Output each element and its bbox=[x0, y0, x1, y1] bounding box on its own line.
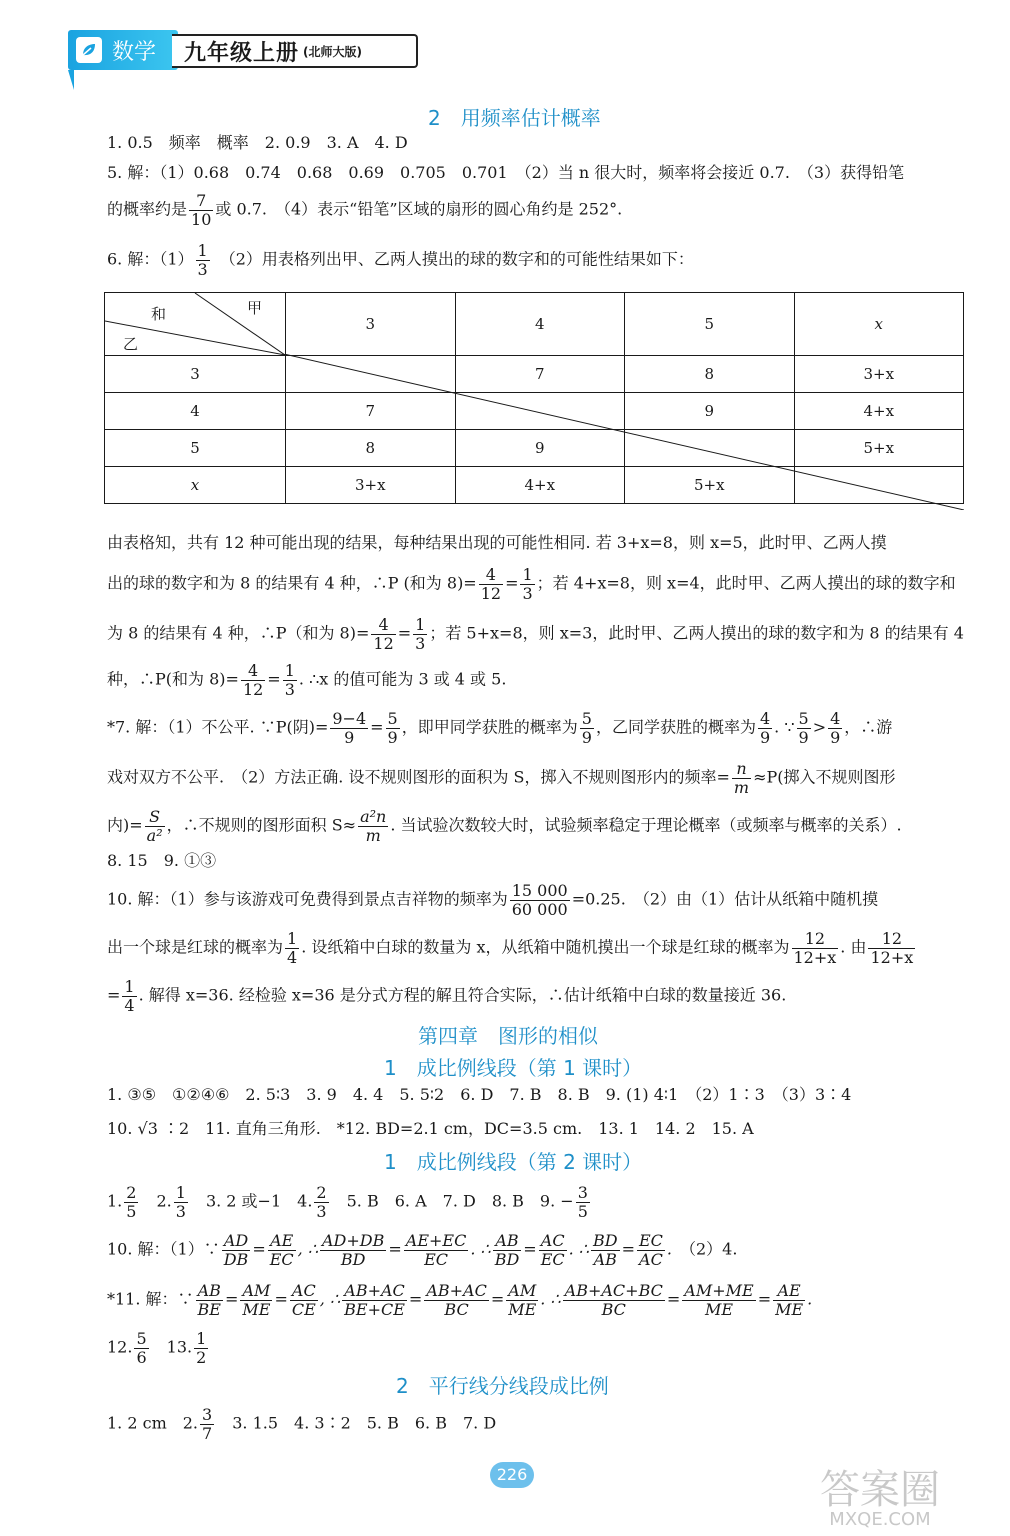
text-fragment: 出的球的数字和为 8 的结果有 4 种，∴P (和为 8)= bbox=[107, 573, 477, 593]
fraction bbox=[268, 1232, 296, 1268]
text-fragment: 1. 2 cm 2. bbox=[107, 1413, 199, 1433]
text-fragment: 10. 解：（1）参与该游戏可免费得到景点吉祥物的频率为 bbox=[107, 889, 508, 909]
denominator: CE bbox=[291, 1299, 316, 1319]
grade-label: 九年级上册 bbox=[184, 40, 300, 66]
text-fragment: 13. bbox=[166, 1337, 193, 1357]
explanation-line: 由表格知，共有 12 种可能出现的结果，每种结果出现的可能性相同. 若 3+x=8，则 x=5，此时甲、乙两人摸 bbox=[107, 533, 887, 552]
fraction bbox=[134, 1330, 148, 1366]
denominator: 9 bbox=[830, 727, 841, 747]
numerator: 1 bbox=[287, 929, 298, 948]
fraction bbox=[682, 1282, 755, 1318]
text-fragment: 出一个球是红球的概率为 bbox=[107, 937, 284, 957]
table-cell: 7 bbox=[286, 393, 456, 430]
denominator: BD bbox=[494, 1249, 520, 1269]
subject-label: 数学 bbox=[112, 39, 157, 65]
denominator: ME bbox=[775, 1299, 804, 1319]
denominator: a² bbox=[146, 825, 163, 845]
answer-line bbox=[107, 930, 917, 966]
numerator: 1 bbox=[175, 1183, 186, 1202]
numerator: AM+ME bbox=[684, 1281, 754, 1300]
fraction bbox=[510, 882, 570, 918]
fraction bbox=[196, 1282, 223, 1318]
denominator: 12+x bbox=[870, 947, 914, 967]
text-fragment: =0.25. （2）由（1）估计从纸箱中随机摸 bbox=[571, 889, 879, 909]
fraction bbox=[404, 1232, 469, 1268]
denominator: ME bbox=[704, 1299, 734, 1319]
lesson-title: 1 成比例线段（第 2 课时） bbox=[384, 1150, 643, 1174]
denominator: 12 bbox=[242, 679, 264, 699]
fraction bbox=[174, 1184, 188, 1220]
table-cell: 8 bbox=[286, 430, 456, 467]
fraction bbox=[145, 808, 165, 844]
numerator: 4 bbox=[371, 616, 395, 635]
fraction bbox=[797, 710, 811, 746]
text-fragment: （2）4. bbox=[688, 1239, 738, 1259]
denominator: BE+CE bbox=[344, 1299, 405, 1319]
numerator: AD bbox=[222, 1232, 251, 1251]
denominator: 9 bbox=[581, 727, 592, 747]
numerator: n bbox=[732, 760, 751, 779]
answer-line bbox=[107, 242, 694, 278]
fraction bbox=[285, 930, 299, 966]
denominator: AC bbox=[639, 1249, 663, 1269]
denominator: 3 bbox=[175, 1201, 186, 1221]
numerator: 5 bbox=[798, 709, 809, 728]
explanation-line: 出的球的数字和为 8 的结果有 4 种，∴P (和为 8)= $\frac{4}{12}$ = $\frac{1}{3}$ ；若 4+x=8，则 x=4，此时甲、乙两人摸出的球的数字和 bbox=[107, 565, 956, 603]
numerator: AE bbox=[268, 1232, 296, 1251]
fraction bbox=[222, 1232, 251, 1268]
numerator: 5 bbox=[581, 709, 592, 728]
numerator: 5 bbox=[387, 709, 398, 728]
numerator: AC bbox=[539, 1232, 567, 1251]
numerator: AM bbox=[506, 1282, 538, 1301]
fraction bbox=[539, 1232, 567, 1268]
numerator: AM bbox=[240, 1282, 272, 1301]
fraction bbox=[520, 566, 534, 602]
denominator: BC bbox=[444, 1299, 469, 1319]
numerator: 15 000 bbox=[511, 881, 568, 900]
answer-line bbox=[107, 1330, 210, 1366]
denominator: EC bbox=[424, 1249, 449, 1269]
text-fragment: ≈P(掷入不规则图形 bbox=[753, 767, 896, 787]
fraction bbox=[868, 930, 915, 966]
denominator: 10 bbox=[191, 209, 212, 229]
numerator: AD+DB bbox=[322, 1231, 385, 1250]
answer-line bbox=[107, 192, 622, 228]
denominator: 2 bbox=[196, 1347, 207, 1367]
fraction bbox=[200, 1406, 214, 1442]
denominator: BD bbox=[340, 1249, 366, 1269]
numerator: S bbox=[145, 808, 165, 827]
numerator: BD bbox=[592, 1231, 618, 1250]
row-header: 3 bbox=[105, 356, 286, 393]
edition-label: (北师大版) bbox=[303, 44, 362, 59]
fraction bbox=[386, 710, 400, 746]
text-fragment: > bbox=[812, 717, 827, 737]
denominator: m bbox=[365, 825, 381, 845]
denominator: 12+x bbox=[793, 947, 837, 967]
answer-line: 10. √3 ∶2 11. 直角三角形. *12. BD=2.1 cm，DC=3.5 cm. 13. 1 14. 2 15. A bbox=[107, 1119, 754, 1138]
denominator: AB bbox=[593, 1249, 617, 1269]
text-fragment: 10. 解：（1）∵ bbox=[107, 1239, 220, 1259]
answer-line bbox=[107, 1406, 496, 1442]
numerator: 3 bbox=[202, 1405, 213, 1424]
text-fragment: *7. 解：（1）不公平. ∵P(阴)= bbox=[107, 717, 329, 737]
text-fragment: . 当试验次数较大时，试验频率稳定于理论概率（或频率与概率的关系）. bbox=[390, 815, 902, 835]
table-cell: 3+x bbox=[286, 467, 456, 504]
answer-line bbox=[107, 760, 896, 796]
table-corner-cell bbox=[105, 293, 286, 356]
numerator: 5 bbox=[136, 1329, 147, 1348]
watermark-logo: 答案圈 bbox=[820, 1467, 940, 1513]
text-fragment: . 解得 x=36. 经检验 x=36 是分式方程的解且符合实际，∴估计纸箱中白球的数量接近 36. bbox=[138, 985, 787, 1005]
text-fragment: ；若 5+x=8，则 x=3，此时甲、乙两人摸出的球的数字和为 8 的结果有 4 bbox=[429, 623, 964, 643]
header-ribbon-tail bbox=[68, 70, 74, 90]
text-fragment: 或 0.7. （4）表示“铅笔”区域的扇形的圆心角约是 252°. bbox=[215, 199, 623, 219]
table-cell: 5+x bbox=[625, 467, 795, 504]
fraction bbox=[290, 1282, 318, 1318]
denominator: 5 bbox=[577, 1201, 588, 1221]
text-fragment: . 设纸箱中白球的数量为 x，从纸箱中随机摸出一个球是红球的概率为 bbox=[301, 937, 790, 957]
grade-box bbox=[172, 34, 418, 68]
row-header: 5 bbox=[105, 430, 286, 467]
denominator: EC bbox=[269, 1249, 294, 1269]
denominator: 3 bbox=[284, 679, 295, 699]
subject-tab bbox=[68, 30, 178, 70]
fraction bbox=[828, 710, 842, 746]
fraction bbox=[424, 1282, 489, 1318]
col-header: 5 bbox=[625, 293, 795, 356]
denominator: m bbox=[733, 777, 750, 797]
numerator: 1 bbox=[522, 565, 533, 584]
answer-line bbox=[107, 1184, 592, 1220]
numerator: a²n bbox=[360, 807, 387, 826]
numerator: AB bbox=[493, 1232, 522, 1251]
denominator: 60 000 bbox=[511, 899, 568, 919]
table-cell: 4+x bbox=[455, 467, 625, 504]
text-fragment: 1. bbox=[107, 1191, 123, 1211]
numerator: 12 bbox=[868, 930, 915, 949]
text-fragment: 3. 1.5 4. 3∶2 5. B 6. B 7. D bbox=[232, 1413, 497, 1433]
numerator: 7 bbox=[189, 192, 213, 211]
table-cell: 9 bbox=[455, 430, 625, 467]
text-fragment: 种，∴P(和为 8)= bbox=[107, 669, 239, 689]
fraction bbox=[283, 662, 297, 698]
text-fragment: 12. bbox=[107, 1337, 133, 1357]
denominator: 12 bbox=[480, 583, 502, 603]
answer-line: *11. 解：∵ $\frac{AB}{BE}$ = $\frac{AM}{ME}$ = $\frac{AC}{CE}$ , ∴ $\frac{AB+AC}{BE+CE}$ = $\frac{AB+AC}{BC}$ = $\frac{AM}{ME}$ . ∴ $\frac{AB+AC+BC}{BC}$ = $\frac{AM+ME}{ME}$ = $\frac{AE}{ME}$ . bbox=[107, 1281, 813, 1319]
text-fragment: ，即甲同学获胜的概率为 bbox=[401, 717, 578, 737]
text-fragment: . ∴x 的值可能为 3 或 4 或 5. bbox=[298, 669, 507, 689]
text-fragment: ，乙同学获胜的概率为 bbox=[595, 717, 756, 737]
denominator: 12 bbox=[373, 633, 394, 653]
text-fragment: ，∴游 bbox=[844, 717, 893, 737]
text-fragment: 内)= bbox=[107, 815, 143, 835]
answer-line: *7. 解：（1）不公平. ∵P(阴)= $\frac{9-4}{9}$ = $\frac{5}{9}$ ，即甲同学获胜的概率为 $\frac{5}{9}$ ，乙同学获胜的概率为 $\frac{4}{9}$ . ∵ $\frac{5}{9}$ > $\frac{4}{9}$ ，∴游 bbox=[107, 709, 893, 747]
fraction bbox=[580, 710, 594, 746]
numerator: 1 bbox=[284, 661, 295, 680]
numerator: AB+AC+BC bbox=[564, 1281, 663, 1300]
denominator: 3 bbox=[522, 583, 533, 603]
numerator: 4 bbox=[830, 709, 841, 728]
text-fragment: . 由 bbox=[840, 937, 867, 957]
col-header: 3 bbox=[286, 293, 456, 356]
table-cell: 9 bbox=[625, 393, 795, 430]
table-cell: 7 bbox=[455, 356, 625, 393]
numerator: AE bbox=[773, 1282, 805, 1301]
table-cell: 8 bbox=[625, 356, 795, 393]
fraction bbox=[320, 1232, 386, 1268]
text-fragment: *11. 解：∵ bbox=[107, 1289, 194, 1309]
denominator: ME bbox=[508, 1299, 537, 1319]
fraction bbox=[773, 1282, 805, 1318]
fraction bbox=[330, 710, 368, 746]
leaf-icon bbox=[76, 37, 102, 63]
numerator: 12 bbox=[792, 930, 839, 949]
watermark bbox=[820, 1467, 940, 1530]
numerator: AB+AC bbox=[342, 1282, 407, 1301]
fraction bbox=[371, 616, 395, 652]
numerator: 2 bbox=[126, 1183, 137, 1202]
fraction bbox=[591, 1232, 620, 1268]
section-title: 2 平行线分线段成比例 bbox=[396, 1374, 609, 1398]
answer-line: 5. 解：（1）0.68 0.74 0.68 0.69 0.705 0.701 （2）当 n 很大时，频率将会接近 0.7. （3）获得铅笔 bbox=[107, 163, 905, 182]
fraction bbox=[314, 1184, 328, 1220]
fraction bbox=[637, 1232, 665, 1268]
fraction bbox=[413, 616, 427, 652]
answer-line bbox=[107, 978, 786, 1014]
text-fragment: = bbox=[107, 985, 121, 1005]
answer-line bbox=[107, 882, 878, 918]
corner-label-sum: 和 bbox=[151, 305, 167, 323]
numerator: 2 bbox=[316, 1183, 327, 1202]
text-fragment: . ∵ bbox=[774, 717, 795, 737]
book-header bbox=[68, 30, 418, 70]
fraction bbox=[563, 1282, 665, 1318]
answer-line: 1. ③⑤ ①②④⑥ 2. 5∶3 3. 9 4. 4 5. 5∶2 6. D 7. B 8. B 9. (1) 4∶1 （2）1∶3 （3）3∶4 bbox=[107, 1085, 852, 1104]
denominator: 4 bbox=[287, 947, 298, 967]
numerator: 9−4 bbox=[332, 709, 367, 728]
text-fragment: 为 8 的结果有 4 种，∴P（和为 8)= bbox=[107, 623, 370, 643]
denominator: BE bbox=[197, 1299, 221, 1319]
col-header: x bbox=[794, 293, 964, 356]
fraction bbox=[732, 760, 751, 796]
fraction bbox=[479, 566, 503, 602]
numerator: 1 bbox=[124, 977, 135, 996]
fraction bbox=[506, 1282, 538, 1318]
denominator: ME bbox=[242, 1299, 271, 1319]
numerator: EC bbox=[638, 1231, 663, 1250]
denominator: 7 bbox=[202, 1423, 213, 1443]
col-header: 4 bbox=[455, 293, 625, 356]
explanation-line: 为 8 的结果有 4 种，∴P（和为 8)= $\frac{4}{12}$ = $\frac{1}{3}$ ；若 5+x=8，则 x=3，此时甲、乙两人摸出的球的数字和为 8 的结果有 4 bbox=[107, 615, 964, 653]
denominator: 9 bbox=[344, 727, 355, 747]
denominator: 9 bbox=[798, 727, 809, 747]
denominator: 6 bbox=[136, 1347, 147, 1367]
numerator: 1 bbox=[415, 615, 426, 634]
denominator: 9 bbox=[387, 727, 398, 747]
page-number: 226 bbox=[490, 1462, 534, 1488]
fraction bbox=[241, 662, 265, 698]
fraction bbox=[493, 1232, 522, 1268]
fraction bbox=[342, 1282, 407, 1318]
answer-line: 1. 0.5 频率 概率 2. 0.9 3. A 4. D bbox=[107, 133, 408, 152]
numerator: AC bbox=[290, 1282, 318, 1301]
table-cell: 3+x bbox=[794, 356, 964, 393]
fraction bbox=[576, 1184, 590, 1220]
explanation-line: 种，∴P(和为 8)= $\frac{4}{12}$ = $\frac{1}{3}$ . ∴x 的值可能为 3 或 4 或 5. bbox=[107, 661, 507, 699]
fraction bbox=[358, 808, 388, 844]
chapter-title: 第四章 图形的相似 bbox=[418, 1024, 598, 1048]
denominator: EC bbox=[540, 1249, 565, 1269]
corner-label-jia: 甲 bbox=[247, 299, 263, 317]
numerator: 1 bbox=[197, 241, 208, 260]
denominator: 9 bbox=[759, 727, 771, 747]
text-fragment: 3. 2 或−1 4. bbox=[205, 1191, 313, 1211]
fraction bbox=[124, 1184, 138, 1220]
fraction bbox=[189, 192, 213, 228]
denominator: 3 bbox=[197, 259, 208, 279]
text-fragment: 的概率约是 bbox=[107, 199, 188, 219]
lesson-title: 1 成比例线段（第 1 课时） bbox=[384, 1056, 643, 1080]
text-fragment: 2. bbox=[156, 1191, 172, 1211]
row-header: x bbox=[105, 467, 286, 504]
fraction bbox=[240, 1282, 272, 1318]
text-fragment: ；若 4+x=8，则 x=4，此时甲、乙两人摸出的球的数字和 bbox=[536, 573, 956, 593]
fraction bbox=[792, 930, 839, 966]
answer-line: 8. 15 9. ①③ bbox=[107, 851, 217, 870]
denominator: 4 bbox=[124, 995, 135, 1015]
numerator: 4 bbox=[759, 709, 771, 728]
denominator: 3 bbox=[415, 633, 426, 653]
numerator: 3 bbox=[577, 1183, 588, 1202]
table-diagonal-line bbox=[284, 354, 964, 510]
numerator: 4 bbox=[479, 566, 503, 585]
numerator: AB bbox=[196, 1282, 223, 1301]
table-cell: 4+x bbox=[794, 393, 964, 430]
answer-line: 10. 解：（1）∵ $\frac{AD}{DB}$ = $\frac{AE}{EC}$ , ∴ $\frac{AD+DB}{BD}$ = $\frac{AE+EC}{EC}$ . ∴ $\frac{AB}{BD}$ = $\frac{AC}{EC}$ . ∴ $\frac{BD}{AB}$ = $\frac{EC}{AC}$ . （2）4. bbox=[107, 1231, 738, 1269]
text-fragment: 戏对双方不公平. （2）方法正确. 设不规则图形的面积为 S，掷入不规则图形内的频率= bbox=[107, 767, 730, 787]
denominator: 3 bbox=[316, 1201, 327, 1221]
corner-label-yi: 乙 bbox=[123, 335, 139, 353]
numerator: AE+EC bbox=[405, 1231, 467, 1250]
text-fragment: 6. 解：（1） bbox=[107, 249, 194, 269]
answer-line bbox=[107, 808, 902, 844]
denominator: BC bbox=[601, 1299, 626, 1319]
fraction bbox=[122, 978, 136, 1014]
section-title: 2 用频率估计概率 bbox=[428, 106, 601, 130]
text-fragment: 5. B 6. A 7. D 8. B 9. − bbox=[346, 1191, 574, 1211]
numerator: AB+AC bbox=[426, 1281, 487, 1300]
fraction bbox=[758, 710, 772, 746]
denominator: 5 bbox=[126, 1201, 137, 1221]
text-fragment: （2）用表格列出甲、乙两人摸出的球的数字和的可能性结果如下： bbox=[227, 249, 694, 269]
table-cell: 5+x bbox=[794, 430, 964, 467]
fraction bbox=[194, 1330, 208, 1366]
fraction bbox=[196, 242, 210, 278]
text-fragment: ，∴不规则的图形面积 S≈ bbox=[166, 815, 357, 835]
numerator: 1 bbox=[196, 1329, 207, 1348]
row-header: 4 bbox=[105, 393, 286, 430]
numerator: 4 bbox=[241, 662, 265, 681]
denominator: DB bbox=[223, 1249, 249, 1269]
watermark-url: MXQE.COM bbox=[829, 1509, 931, 1530]
